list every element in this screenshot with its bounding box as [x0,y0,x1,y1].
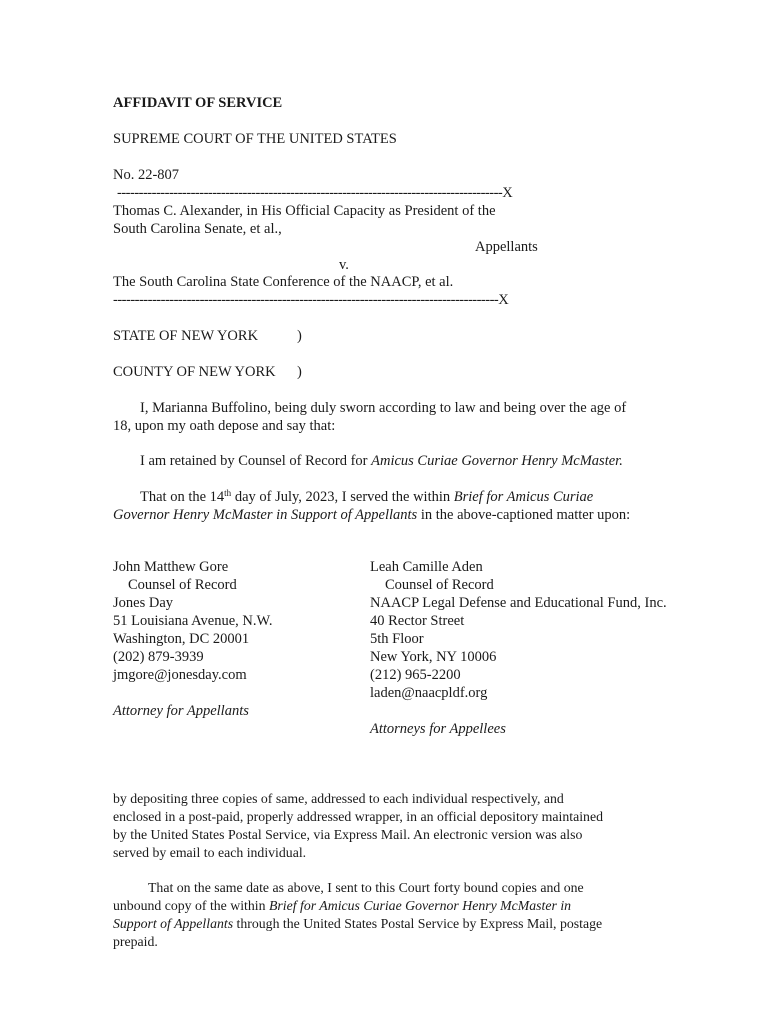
recipient-email: jmgore@jonesday.com [113,667,247,683]
recipient-city: Washington, DC 20001 [113,631,250,647]
recipient-phone: (212) 965-2200 [370,667,461,683]
appellant-party-line1: Thomas C. Alexander, in His Official Capacity as President of the [113,203,496,219]
venue-state: STATE OF NEW YORK [113,328,259,344]
brief-title-end: Support of Appellants [113,916,234,931]
oath-line1: I, Marianna Buffolino, being duly sworn according to law and being over the age of [140,400,627,416]
court-copies-line2 [113,897,571,915]
service-statement-line1 [140,488,593,506]
recipient-phone: (202) 879-3939 [113,649,204,665]
deposit-line1: by depositing three copies of same, addressed to each individual respectively, and [113,791,564,806]
caption-rule-bottom: -----------------------------------------------------------------------------------------X [113,292,509,308]
recipient-firm: Jones Day [113,595,174,611]
brief-title: Brief for Amicus Curiae Governor Henry McMaster in [268,898,572,913]
service-text-c: in the above-captioned matter upon: [417,507,631,523]
versus: v. [339,257,349,273]
court-copies-text: unbound copy of the within [113,898,269,913]
deposit-line3: by the United States Postal Service, via Express Mail. An electronic version was also [113,827,583,842]
service-text-b: day of July, 2023, I served the within [231,489,454,505]
case-number: No. 22-807 [113,167,180,183]
recipient-attorney-for: Attorneys for Appellees [370,721,506,737]
court-copies-line3 [113,915,602,933]
recipient-floor: 5th Floor [370,631,424,647]
retained-text: I am retained by Counsel of Record for [140,453,372,469]
recipient-street: 51 Louisiana Avenue, N.W. [113,613,273,629]
court-copies-delivery: through the United States Postal Service by Express Mail, postage [233,916,603,931]
deposit-line4: served by email to each individual. [113,845,307,860]
appellant-party-line2: South Carolina Senate, et al., [113,221,282,237]
venue-county: COUNTY OF NEW YORK [113,364,276,380]
recipient-org: NAACP Legal Defense and Educational Fund, Inc. [370,595,667,611]
appellee-party: The South Carolina State Conference of the NAACP, et al. [113,274,454,290]
recipient-attorney-for: Attorney for Appellants [113,703,249,719]
court-copies-line4: prepaid. [113,934,158,949]
service-text-sup: th [224,488,232,498]
recipient-email: laden@naacpldf.org [370,685,488,701]
brief-title-part2: Governor Henry McMaster in Support of Appellants [113,507,418,523]
retained-party: Amicus Curiae Governor Henry McMaster. [371,453,623,469]
document-title: AFFIDAVIT OF SERVICE [113,95,283,111]
venue-county-paren: ) [297,364,302,380]
recipient-street: 40 Rector Street [370,613,465,629]
retained-statement [140,452,623,470]
recipient-appellees [370,558,667,738]
recipient-appellants [113,558,272,720]
recipient-name: John Matthew Gore [113,559,229,575]
court-copies-line1: That on the same date as above, I sent to this Court forty bound copies and one [148,880,584,895]
recipient-role: Counsel of Record [128,577,237,593]
recipient-name: Leah Camille Aden [370,559,483,575]
brief-title-part1: Brief for Amicus Curiae [453,489,594,505]
appellants-role: Appellants [475,239,538,255]
recipient-role: Counsel of Record [385,577,494,593]
service-text-a: That on the 14 [140,489,225,505]
service-statement-line2 [113,506,630,524]
caption-rule-top: -----------------------------------------------------------------------------------------X [117,185,513,201]
recipient-city: New York, NY 10006 [370,649,497,665]
venue-state-paren: ) [297,328,302,344]
court-name: SUPREME COURT OF THE UNITED STATES [113,131,397,147]
oath-line2: 18, upon my oath depose and say that: [113,418,336,434]
deposit-line2: enclosed in a post-paid, properly addressed wrapper, in an official depository maintained [113,809,603,824]
